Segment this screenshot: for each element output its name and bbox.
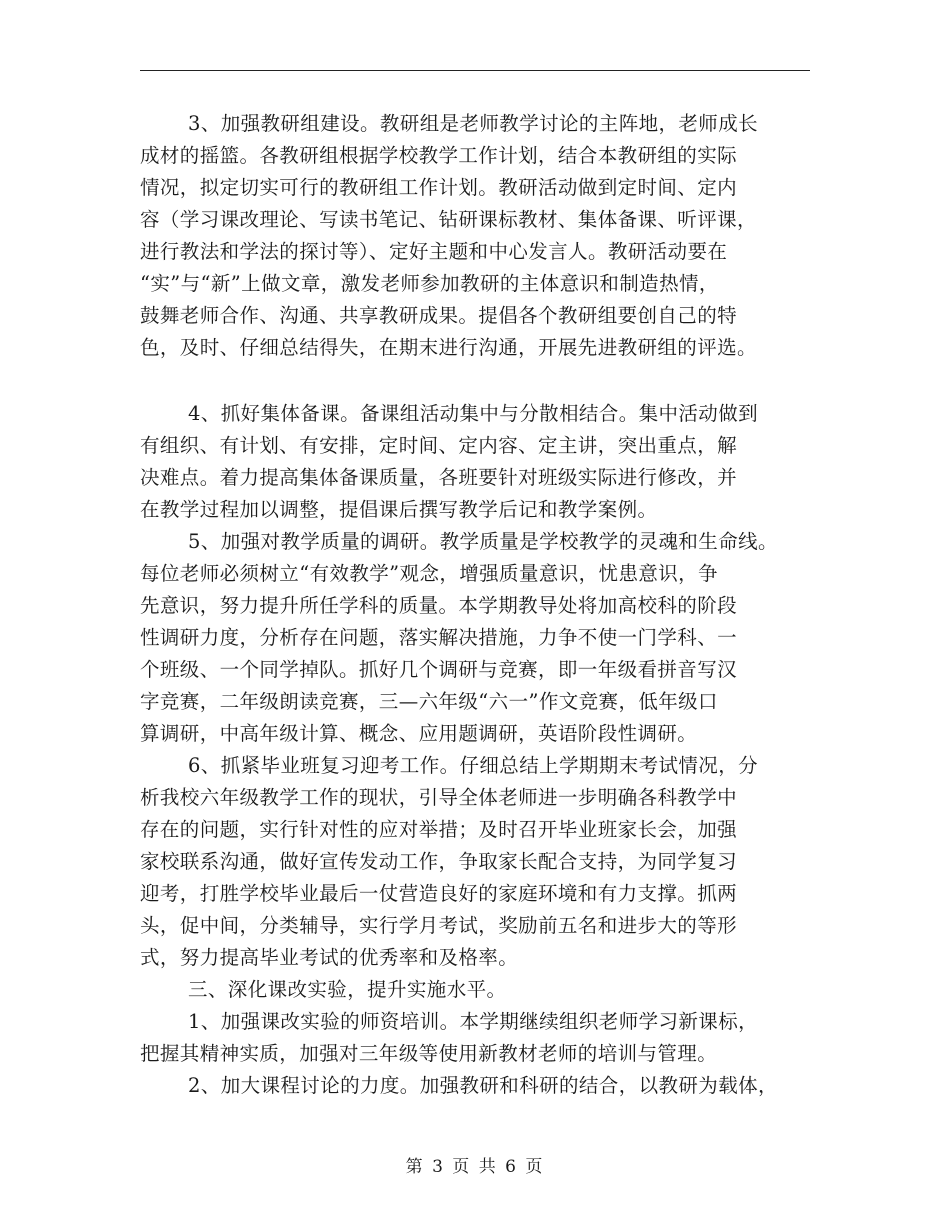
text-line: 每位老师必须树立“有效教学”观念，增强质量意识，忧患意识，争 bbox=[140, 562, 718, 585]
text-line: 个班级、一个同学掉队。抓好几个调研与竞赛，即一年级看拼音写汉 bbox=[140, 658, 738, 681]
text-line: 容（学习课改理论、写读书笔记、钻研课标教材、集体备课、听评课， bbox=[140, 208, 757, 231]
paragraph-teacher-training bbox=[140, 1006, 812, 1070]
document-body bbox=[140, 108, 812, 1102]
text-line: 字竞赛，二年级朗读竞赛，三—六年级“六一”作文竞赛，低年级口 bbox=[140, 690, 718, 713]
text-line: 析我校六年级教学工作的现状，引导全体老师进一步明确各科教学中 bbox=[140, 786, 738, 809]
text-line: 算调研，中高年级计算、概念、应用题调研，英语阶段性调研。 bbox=[140, 722, 698, 745]
page-number-footer: 第 3 页 共 6 页 bbox=[405, 1157, 545, 1177]
text-line: 鼓舞老师合作、沟通、共享教研成果。提倡各个教研组要创自己的特 bbox=[140, 304, 738, 327]
text-line: 迎考，打胜学校毕业最后一仗营造良好的家庭环境和有力支撑。抓两 bbox=[140, 882, 738, 905]
text-line: 式，努力提高毕业考试的优秀率和及格率。 bbox=[140, 946, 519, 969]
section-heading-curriculum-reform bbox=[140, 974, 812, 1006]
text-line: 决难点。着力提高集体备课质量，各班要针对班级实际进行修改，并 bbox=[140, 466, 738, 489]
text-line: 先意识，努力提升所任学科的质量。本学期教导处将加高校科的阶段 bbox=[140, 594, 738, 617]
header-rule bbox=[140, 70, 810, 71]
text-line: 家校联系沟通，做好宣传发动工作，争取家长配合支持，为同学复习 bbox=[140, 850, 738, 873]
paragraph-collective-lesson-prep bbox=[140, 398, 812, 526]
text-line: 有组织、有计划、有安排，定时间、定内容、定主讲，突出重点，解 bbox=[140, 434, 738, 457]
section-heading: 三、深化课改实验，提升实施水平。 bbox=[188, 978, 507, 1001]
paragraph-teaching-research-group bbox=[140, 108, 812, 364]
text-line: 存在的问题，实行针对性的应对举措；及时召开毕业班家长会，加强 bbox=[140, 818, 738, 841]
text-line: 进行教法和学法的探讨等）、定好主题和中心发言人。教研活动要在 bbox=[140, 240, 728, 263]
text-line: 5、加强对教学质量的调研。教学质量是学校教学的灵魂和生命线。 bbox=[188, 530, 778, 553]
text-line: 2、加大课程讨论的力度。加强教研和科研的结合，以教研为载体， bbox=[188, 1074, 778, 1097]
text-line: 性调研力度，分析存在问题，落实解决措施，力争不使一门学科、一 bbox=[140, 626, 738, 649]
text-line: 在教学过程加以调整，提倡课后撰写教学后记和教学案例。 bbox=[140, 498, 658, 521]
text-line: 4、抓好集体备课。备课组活动集中与分散相结合。集中活动做到 bbox=[188, 402, 759, 425]
paragraph-quality-research bbox=[140, 526, 812, 750]
text-line: 把握其精神实质，加强对三年级等使用新教材老师的培训与管理。 bbox=[140, 1042, 718, 1065]
paragraph-graduating-class bbox=[140, 750, 812, 974]
paragraph-spacer bbox=[140, 364, 812, 398]
text-line: “实”与“新”上做文章，激发老师参加教研的主体意识和制造热情， bbox=[140, 272, 719, 295]
text-line: 色，及时、仔细总结得失，在期末进行沟通，开展先进教研组的评选。 bbox=[140, 336, 757, 359]
text-line: 6、抓紧毕业班复习迎考工作。仔细总结上学期期末考试情况，分 bbox=[188, 754, 759, 777]
paragraph-curriculum-discussion bbox=[140, 1070, 812, 1102]
text-line: 成材的摇篮。各教研组根据学校教学工作计划，结合本教研组的实际 bbox=[140, 144, 738, 167]
text-line: 情况，拟定切实可行的教研组工作计划。教研活动做到定时间、定内 bbox=[140, 176, 738, 199]
text-line: 头，促中间，分类辅导，实行学月考试，奖励前五名和进步大的等形 bbox=[140, 914, 738, 937]
text-line: 3、加强教研组建设。教研组是老师教学讨论的主阵地，老师成长 bbox=[188, 112, 759, 135]
text-line: 1、加强课改实验的师资培训。本学期继续组织老师学习新课标， bbox=[188, 1010, 759, 1033]
